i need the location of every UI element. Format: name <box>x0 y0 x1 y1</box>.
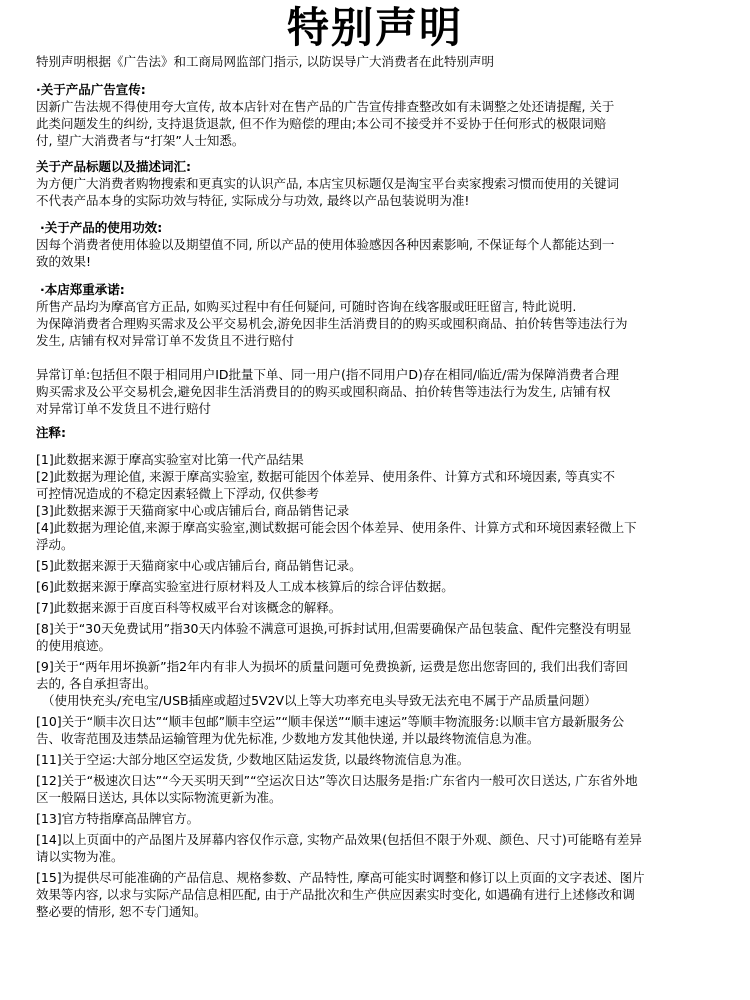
note-item: [1]此数据来源于摩高实验室对比第一代产品结果 [2]此数据为理论值, 来源于摩高实验室, 数据可能因个体差异、使用条件、计算方式和环境因素, 等真实不 可控情况造成的不稳定因素轻微上下浮动, 仅供参考 [3]此数据来源于天猫商家中心或店铺后台, 商品销售记录 [4]此数据为理论值,来源于摩高实验室,测试数据可能会因个体差异、使用条件、计算方式和环境因素轻微上下 浮动。 <box>36 452 637 552</box>
section-title-description <box>36 158 726 209</box>
section-product-efficacy <box>36 219 726 270</box>
note-item: [13]官方特指摩高品牌官方。 <box>36 811 200 826</box>
note-item: [15]为提供尽可能准确的产品信息、规格参数、产品特性, 摩高可能实时调整和修订以上页面的文字表述、图片 效果等内容, 以求与实际产品信息相匹配, 由于产品批次和生产供应因素实时变化, 如遇确有进行上述修改和调 整必要的情形, 恕不专门通知。 <box>36 870 645 919</box>
note-item: [14]以上页面中的产品图片及屏幕内容仅作示意, 实物产品效果(包括但不限于外观、颜色、尺寸)可能略有差异 请以实物为准。 <box>36 832 642 864</box>
section-store-promise <box>36 281 726 349</box>
note-item: [6]此数据来源于摩高实验室进行原材料及人工成本核算后的综合评估数据。 <box>36 579 454 594</box>
page-title: 特别声明 <box>286 3 463 52</box>
note-item: [5]此数据来源于天猫商家中心或店铺后台, 商品销售记录。 <box>36 558 362 573</box>
note-item: [7]此数据来源于百度百科等权威平台对该概念的解释。 <box>36 600 342 615</box>
note-item: [12]关于“极速次日达”“今天买明天到”“空运次日达”等次日达服务是指:广东省内一般可次日送达, 广东省外地 区一般隔日送达, 具体以实际物流更新为准。 <box>36 773 638 805</box>
section-body: 因新广告法规不得使用夸大宣传, 故本店针对在售产品的广告宣传排查整改如有未调整之处还请提醒, 关于 此类问题发生的纠纷, 支持退货退款, 但不作为赔偿的理由;本公司不接受并不妥协于任何形式的极限词赔 付, 望广大消费者与“打架”人士知悉。 <box>36 99 615 148</box>
section-heading: 关于产品标题以及描述词汇: <box>36 159 191 174</box>
section-heading: ·本店郑重承诺: <box>40 282 125 297</box>
section-body: 为方便广大消费者购物搜索和更真实的认识产品, 本店宝贝标题仅是淘宝平台卖家搜索习惯而使用的关键词 不代表产品本身的实际功效与特征, 实际成分与功效, 最终以产品包装说明为准! <box>36 176 619 208</box>
notes-heading: 注释: <box>36 425 66 440</box>
note-subtext: （使用快充头/充电宝/USB插座或超过5V2V以上等大功率充电头导致无法充电不属于产品质量问题） <box>42 693 597 708</box>
section-body: 因每个消费者使用体验以及期望值不同, 所以产品的使用体验感因各种因素影响, 不保证每个人都能达到一 致的效果! <box>36 237 615 269</box>
intro-text: 特别声明根据《广告法》和工商局网监部门指示, 以防误导广大消费者在此特别声明 <box>36 54 494 69</box>
section-body: 所售产品均为摩高官方正品, 如购买过程中有任何疑问, 可随时咨询在线客服或旺旺留言, 特此说明. 为保障消费者合理购买需求及公平交易机会,游免因非生活消费目的的购买或囤积商品、拍价转售等违法行为 发生, 店铺有权对异常订单不发货且不进行赔付 <box>36 299 628 348</box>
section-heading: ·关于产品的使用功效: <box>40 220 163 235</box>
section-abnormal-orders <box>36 366 726 417</box>
section-body: 异常订单:包括但不限于相同用户ID批量下单、同一用户(指不同用户D)存在相同/临近/需为保障消费者合理 购买需求及公平交易机会,避免因非生活消费目的的购买或囤积商品、拍价转售等违法行为发生, 店铺有权 对异常订单不发货且不进行赔付 <box>36 367 619 416</box>
note-item: [11]关于空运:大部分地区空运发货, 少数地区陆运发货, 以最终物流信息为准。 <box>36 752 470 767</box>
note-item: [8]关于“30天免费试用”指30天内体验不满意可退换,可拆封试用,但需要确保产品包装盒、配件完整没有明显 的使用痕迹。 <box>36 621 632 653</box>
section-ad-promotion <box>36 81 726 149</box>
section-heading: ·关于产品广告宣传: <box>36 82 146 97</box>
note-item: [9]关于“两年用坏换新”指2年内有非人为损坏的质量问题可免费换新, 运费是您出您寄回的, 我们出我们寄回 去的, 各自承担寄出。 <box>36 659 629 691</box>
notes-section <box>36 424 726 924</box>
note-item: [10]关于“顺丰次日达”“顺丰包邮”顺丰空运”“顺丰保送”“顺丰速运”等顺丰物流服务:以顺丰官方最新服务公 告、收寄范围及违禁品运输管理为优先标准, 少数地方发其他快递, 并以最终物流信息为准。 <box>36 714 625 746</box>
